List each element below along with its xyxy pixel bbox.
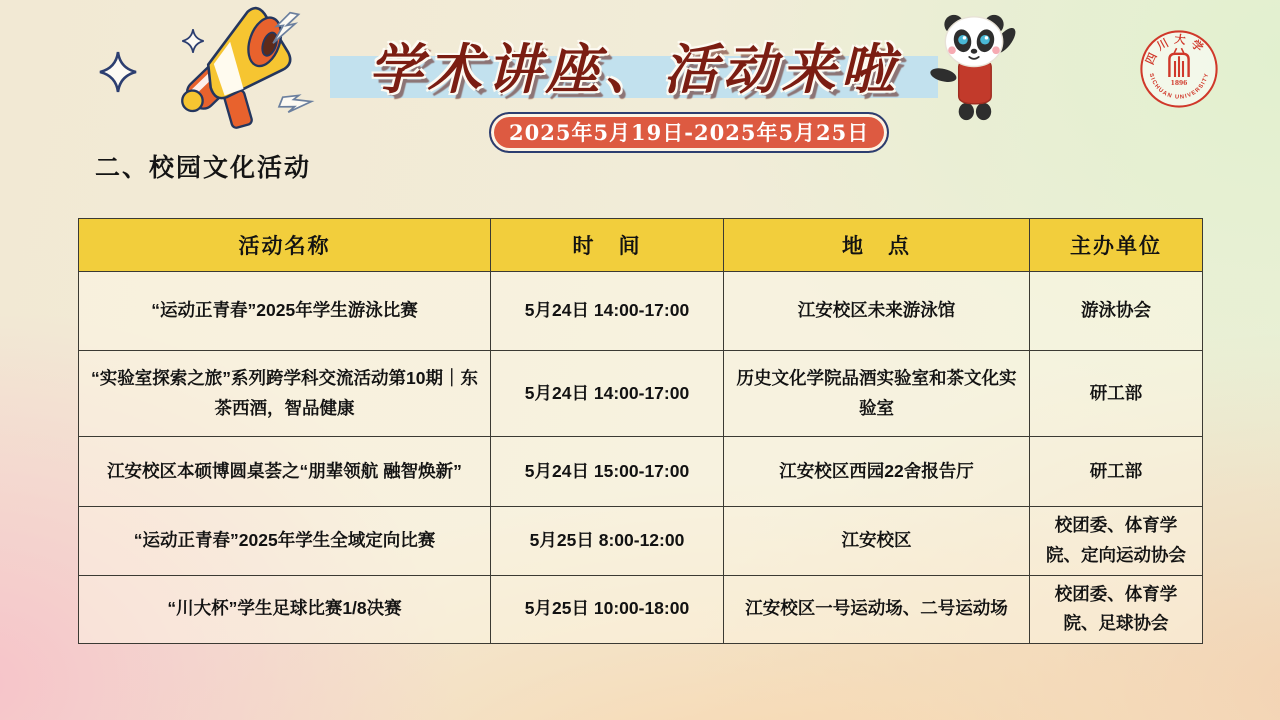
activity-organizer-cell: 研工部 [1030,437,1203,507]
seal-name-zh: 四川大学 [1142,31,1210,67]
activity-name-cell: “实验室探索之旅”系列跨学科交流活动第10期｜东茶西酒，智品健康 [79,351,491,437]
table-row [79,507,1203,576]
activity-location-cell: 江安校区 [724,507,1030,576]
table-row [79,437,1203,507]
lightning-icon [268,10,302,46]
activity-time-cell: 5月24日 15:00-17:00 [491,437,724,507]
seal-year: 1896 [1170,80,1188,87]
activity-organizer-cell: 校团委、体育学院、足球协会 [1030,575,1203,644]
activity-organizer-cell: 校团委、体育学院、定向运动协会 [1030,507,1203,576]
panda-mascot-illustration [925,12,1023,122]
activity-name-cell: “运动正青春”2025年学生游泳比赛 [79,272,491,351]
activity-name-cell: 江安校区本硕博圆桌荟之“朋辈领航 融智焕新” [79,437,491,507]
activity-time-cell: 5月25日 8:00-12:00 [491,507,724,576]
date-range-badge: 2025年5月19日-2025年5月25日 [489,112,889,153]
activity-organizer-cell: 游泳协会 [1030,272,1203,351]
activity-time-cell: 5月25日 10:00-18:00 [491,575,724,644]
column-header-activity-name: 活动名称 [79,219,491,272]
table-row [79,575,1203,644]
activity-location-cell: 江安校区未来游泳馆 [724,272,1030,351]
table-row [79,272,1203,351]
activity-time-cell: 5月24日 14:00-17:00 [491,272,724,351]
activities-table [78,218,1203,644]
table-header-row [79,219,1203,272]
sparkle-icon [98,50,138,94]
sichuan-university-seal [1139,29,1219,109]
section-heading: 二、校园文化活动 [95,154,312,182]
column-header-organizer: 主办单位 [1030,219,1203,272]
activity-location-cell: 历史文化学院品酒实验室和茶文化实验室 [724,351,1030,437]
activity-location-cell: 江安校区西园22舍报告厅 [724,437,1030,507]
seal-name-en: SICHUAN UNIVERSITY [1147,72,1211,101]
activity-name-cell: “运动正青春”2025年学生全域定向比赛 [79,507,491,576]
table-row [79,351,1203,437]
column-header-time: 时 间 [491,219,724,272]
activity-organizer-cell: 研工部 [1030,351,1203,437]
activity-location-cell: 江安校区一号运动场、二号运动场 [724,575,1030,644]
page-title: 学术讲座、活动来啦 [368,36,900,101]
column-header-location: 地 点 [724,219,1030,272]
activity-time-cell: 5月24日 14:00-17:00 [491,351,724,437]
activity-name-cell: “川大杯”学生足球比赛1/8决赛 [79,575,491,644]
